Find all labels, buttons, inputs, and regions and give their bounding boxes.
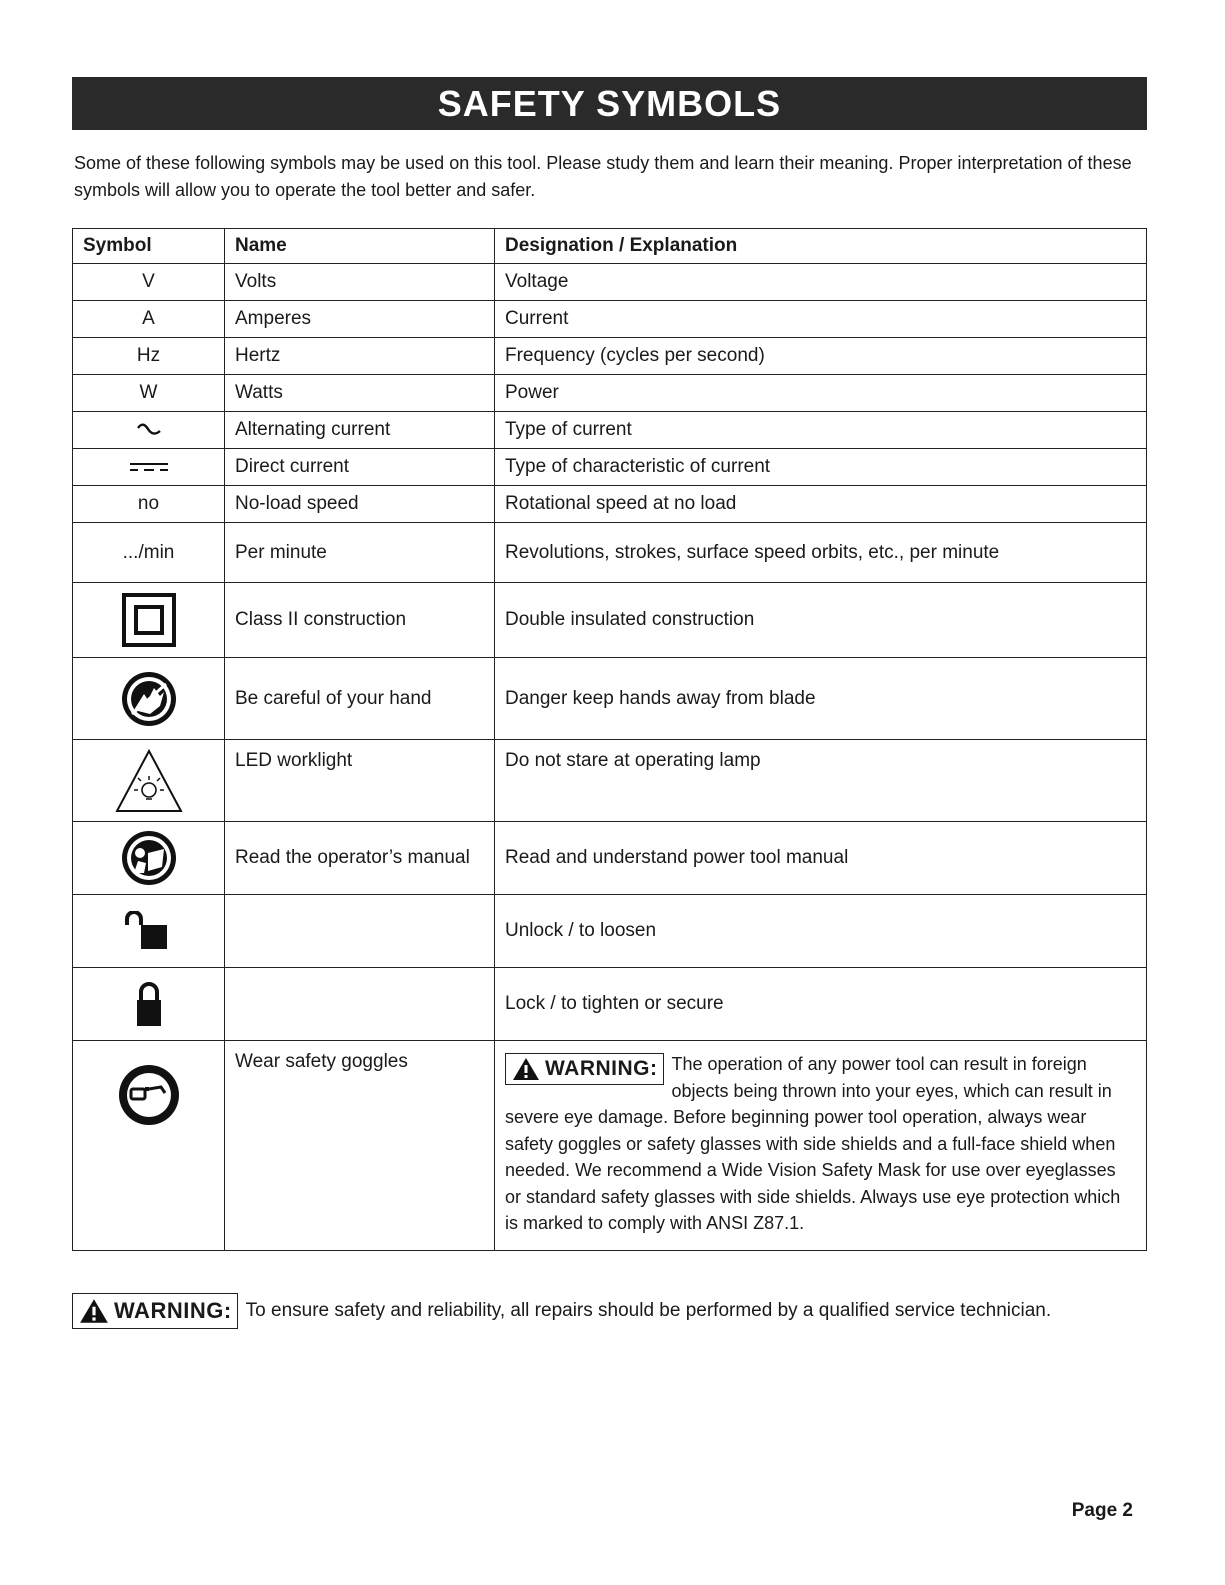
- explanation-cell: Rotational speed at no load: [495, 486, 1147, 523]
- direct-current-icon: [73, 449, 225, 486]
- name-cell: LED worklight: [225, 740, 495, 822]
- table-header-row: [73, 229, 1147, 264]
- table-row: [73, 301, 1147, 338]
- symbol-text: Hz: [136, 345, 161, 366]
- symbol-cell: [73, 301, 225, 338]
- name-cell: Per minute: [225, 523, 495, 583]
- symbol-cell: [73, 486, 225, 523]
- name-cell: No-load speed: [225, 486, 495, 523]
- symbol-cell: [73, 264, 225, 301]
- table-row: [73, 264, 1147, 301]
- symbol-cell: [73, 523, 225, 583]
- name-cell: [225, 968, 495, 1041]
- table-row: [73, 895, 1147, 968]
- table-row: [73, 822, 1147, 895]
- name-cell: Amperes: [225, 301, 495, 338]
- warning-label: WARNING:: [114, 1298, 232, 1323]
- warning-triangle-icon: [511, 1056, 541, 1082]
- safety-goggles-icon: [73, 1041, 225, 1251]
- table-row: [73, 1041, 1147, 1251]
- explanation-cell: Revolutions, strokes, surface speed orbits, etc., per minute: [495, 523, 1147, 583]
- read-manual-icon: [73, 822, 225, 895]
- title-bar: [72, 77, 1147, 130]
- explanation-cell: Lock / to tighten or secure: [495, 968, 1147, 1041]
- name-cell: Read the operator’s manual: [225, 822, 495, 895]
- table-row: [73, 658, 1147, 740]
- table-row: [73, 740, 1147, 822]
- symbol-text: A: [142, 308, 155, 329]
- explanation-cell: Type of current: [495, 412, 1147, 449]
- name-cell: Hertz: [225, 338, 495, 375]
- explanation-cell: Read and understand power tool manual: [495, 822, 1147, 895]
- unlock-icon: [73, 895, 225, 968]
- explanation-cell: Frequency (cycles per second): [495, 338, 1147, 375]
- explanation-cell: Current: [495, 301, 1147, 338]
- explanation-cell: Danger keep hands away from blade: [495, 658, 1147, 740]
- table-row: [73, 338, 1147, 375]
- name-cell: Alternating current: [225, 412, 495, 449]
- table-row: [73, 412, 1147, 449]
- header-symbol: Symbol: [73, 229, 225, 264]
- class-two-construction-icon: [73, 583, 225, 658]
- table-row: [73, 968, 1147, 1041]
- symbol-text: V: [142, 271, 155, 292]
- bottom-warning-text: To ensure safety and reliability, all repairs should be performed by a qualified service technician.: [245, 1300, 1052, 1321]
- table-row: [73, 523, 1147, 583]
- table-row: [73, 486, 1147, 523]
- name-cell: Volts: [225, 264, 495, 301]
- explanation-cell: [495, 1041, 1147, 1251]
- warning-triangle-icon: [78, 1297, 110, 1325]
- lock-icon: [73, 968, 225, 1041]
- goggles-warning-text: The operation of any power tool can result in foreign objects being thrown into your eyes, which can result in severe eye damage. Before beginning power tool operation, always wear safety goggles or safety glasses with side shields and a full-face shield when needed. We recommend a Wide Vision Safety Mask for use over eyeglasses or standard safety glasses with side shields. Always use eye protection which is marked to comply with ANSI Z87.1.: [505, 1054, 1121, 1233]
- bottom-warning: [72, 1293, 1051, 1329]
- symbol-cell: [73, 338, 225, 375]
- table-row: [73, 449, 1147, 486]
- page-number: Page 2: [1071, 1500, 1133, 1521]
- explanation-cell: Do not stare at operating lamp: [495, 740, 1147, 822]
- name-cell: [225, 895, 495, 968]
- page-title: SAFETY SYMBOLS: [437, 82, 782, 124]
- symbol-cell: [73, 375, 225, 412]
- header-name: Name: [225, 229, 495, 264]
- name-cell: Wear safety goggles: [225, 1041, 495, 1251]
- name-cell: Be careful of your hand: [225, 658, 495, 740]
- symbol-text: .../min: [122, 541, 175, 563]
- warning-label-box: [72, 1293, 238, 1329]
- name-cell: Class II construction: [225, 583, 495, 658]
- symbol-text: no: [137, 493, 160, 514]
- explanation-cell: Type of characteristic of current: [495, 449, 1147, 486]
- warning-label: WARNING:: [545, 1056, 658, 1080]
- led-worklight-warning-icon: [73, 740, 225, 822]
- explanation-cell: Unlock / to loosen: [495, 895, 1147, 968]
- warning-label-box: [505, 1053, 664, 1085]
- safety-symbols-table: [72, 228, 1147, 1251]
- name-cell: Direct current: [225, 449, 495, 486]
- name-cell: Watts: [225, 375, 495, 412]
- alternating-current-icon: [73, 412, 225, 449]
- explanation-cell: Voltage: [495, 264, 1147, 301]
- hand-blade-danger-icon: [73, 658, 225, 740]
- explanation-cell: Double insulated construction: [495, 583, 1147, 658]
- symbol-text: W: [139, 382, 158, 403]
- table-row: [73, 375, 1147, 412]
- intro-paragraph: Some of these following symbols may be used on this tool. Please study them and learn their meaning. Proper interpretation of these symbols will allow you to operate the tool better and safer.: [74, 153, 1132, 200]
- header-explanation: Designation / Explanation: [495, 229, 1147, 264]
- table-row: [73, 583, 1147, 658]
- explanation-cell: Power: [495, 375, 1147, 412]
